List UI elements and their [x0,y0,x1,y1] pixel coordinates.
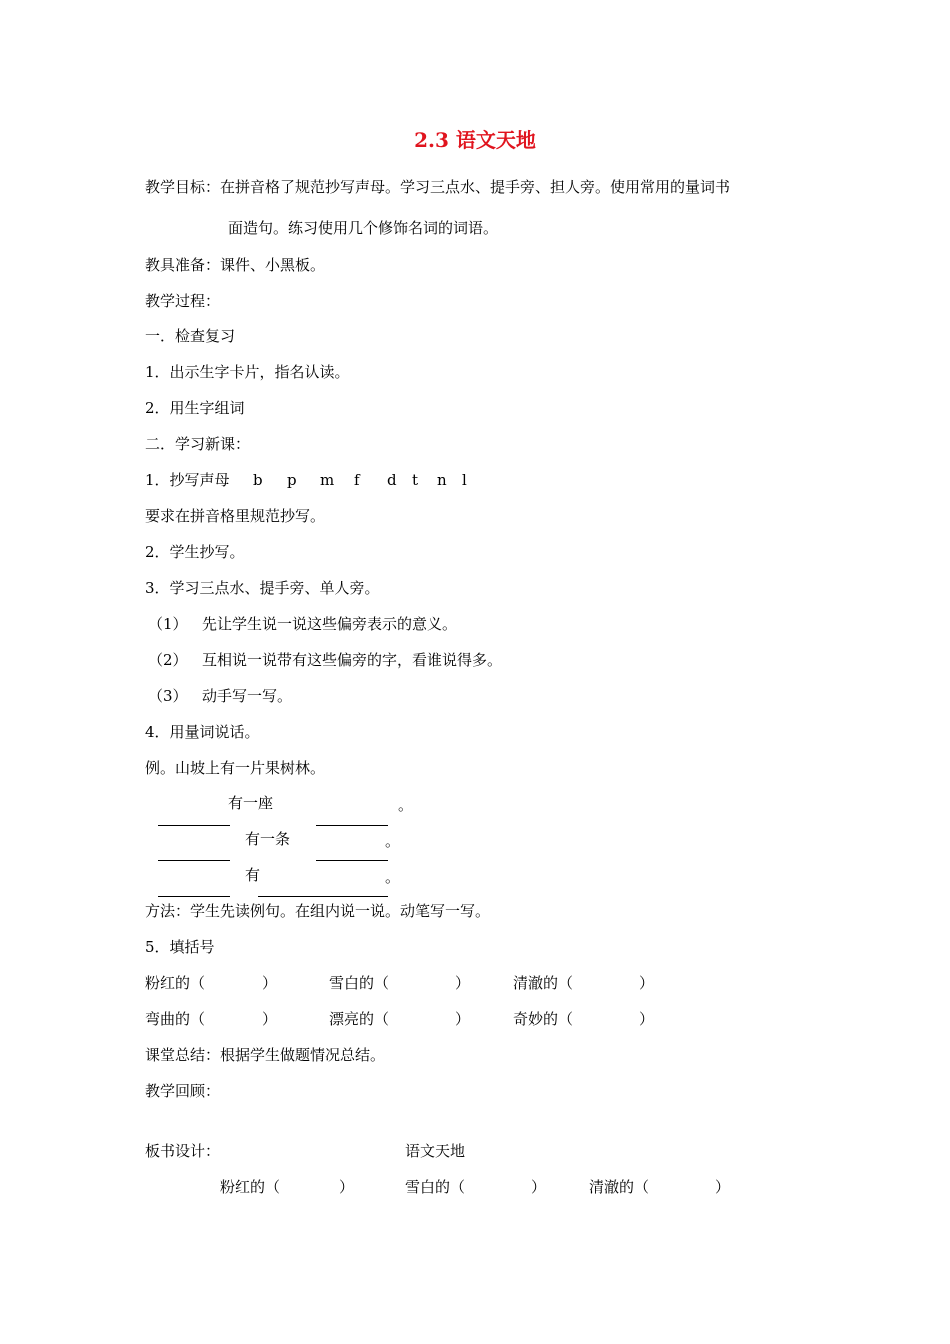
section-2-item-2: 2．学生抄写。 [145,543,245,561]
section-2-item-4: 4．用量词说话。 [145,723,260,741]
bracket-close: ） [339,1178,355,1196]
fill-measure-word-1: 有一座 [228,794,274,812]
summary-line: 课堂总结：根据学生做题情况总结。 [145,1046,386,1064]
review-line: 教学回顾： [145,1082,221,1100]
blank-line [316,860,388,861]
bracket-close: ） [531,1178,547,1196]
section-2-item-3: 3．学习三点水、提手旁、单人旁。 [145,579,380,597]
bracket-close: ） [262,974,278,992]
bracket-close: ） [455,974,471,992]
initial-letter: m [320,471,335,489]
fill-period: 。 [385,832,401,850]
section-1-heading: 一．检查复习 [145,327,236,345]
section-2-heading: 二．学习新课： [145,435,251,453]
sub-item-number: （3） [148,687,188,705]
sub-item-text: 互相说一说带有这些偏旁的字，看谁说得多。 [202,651,503,669]
board-label: 板书设计： [145,1142,221,1160]
initial-letter: p [287,471,297,489]
initial-letter: b [253,471,263,489]
section-1-item-2: 2．用生字组词 [145,399,245,417]
initial-letter: t [412,471,419,489]
sub-item-number: （2） [148,651,188,669]
page-title: 2.3 语文天地 [414,128,536,152]
initials-label: 1．抄写声母 [145,471,230,489]
bracket-prompt: 弯曲的（ [145,1010,206,1028]
blank-line [158,896,230,897]
initial-letter: f [354,471,360,489]
bracket-prompt: 漂亮的（ [329,1010,390,1028]
sub-item-text: 先让学生说一说这些偏旁表示的意义。 [202,615,458,633]
initial-letter: n [437,471,447,489]
fill-period: 。 [398,796,414,814]
bracket-close: ） [715,1178,731,1196]
board-title: 语文天地 [405,1142,466,1160]
fill-measure-word-2: 有一条 [245,830,291,848]
blank-line [158,860,230,861]
bracket-prompt: 奇妙的（ [513,1010,574,1028]
blank-line [258,896,388,897]
initial-letter: d [387,471,397,489]
bracket-close: ） [639,1010,655,1028]
objectives-line-1: 教学目标：在拼音格了规范抄写声母。学习三点水、提手旁、担人旁。使用常用的量词书 [145,178,731,196]
bracket-prompt: 粉红的（ [145,974,206,992]
objectives-line-2: 面造句。练习使用几个修饰名词的词语。 [228,219,499,237]
blank-line [158,825,230,826]
initial-letter: l [462,471,467,489]
blank-line [316,825,388,826]
bracket-prompt: 雪白的（ [329,974,390,992]
section-1-item-1: 1．出示生字卡片，指名认读。 [145,363,350,381]
board-bracket-prompt: 粉红的（ [220,1178,281,1196]
tools-line: 教具准备：课件、小黑板。 [145,256,326,274]
process-heading: 教学过程： [145,292,221,310]
bracket-close: ） [639,974,655,992]
example-sentence: 例。山坡上有一片果树林。 [145,759,326,777]
bracket-close: ） [455,1010,471,1028]
sub-item-number: （1） [148,615,188,633]
fill-period: 。 [385,868,401,886]
board-bracket-prompt: 雪白的（ [405,1178,466,1196]
initials-note: 要求在拼音格里规范抄写。 [145,507,326,525]
sub-item-text: 动手写一写。 [202,687,293,705]
board-bracket-prompt: 清澈的（ [589,1178,650,1196]
section-2-item-5: 5．填括号 [145,938,215,956]
fill-measure-word-3: 有 [245,866,261,884]
bracket-close: ） [262,1010,278,1028]
bracket-prompt: 清澈的（ [513,974,574,992]
method-line: 方法：学生先读例句。在组内说一说。动笔写一写。 [145,902,491,920]
